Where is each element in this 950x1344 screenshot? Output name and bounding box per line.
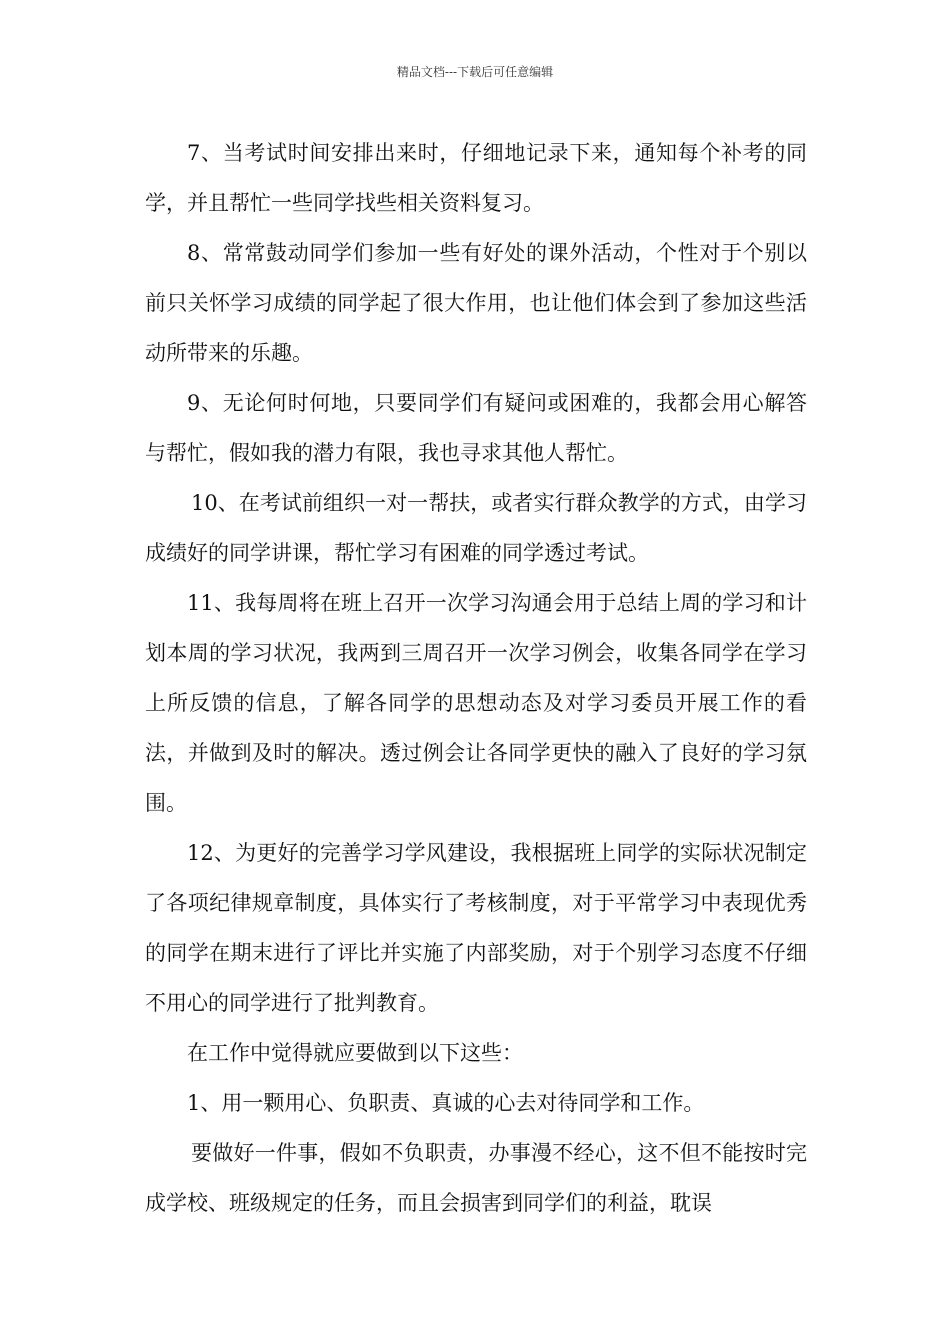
paragraph-item-11: 11、我每周将在班上召开一次学习沟通会用于总结上周的学习和计划本周的学习状况，我两到三周召开一次学习例会，收集各同学在学习上所反馈的信息，了解各同学的思想动态及对学习委员开展工作的看法，并做到及时的解决。透过例会让各同学更快的融入了良好的学习氛围。 <box>145 591 807 815</box>
paragraph-point-1: 1、用一颗用心、负职责、真诚的心去对待同学和工作。 <box>187 1091 705 1115</box>
document-body <box>145 128 807 1228</box>
paragraph-point-1-detail: 要做好一件事，假如不负职责，办事漫不经心，这不但不能按时完成学校、班级规定的任务，而且会损害到同学们的利益，耽误 <box>145 1141 807 1215</box>
paragraph-item-10: 10、在考试前组织一对一帮扶，或者实行群众教学的方式，由学习成绩好的同学讲课，帮忙学习有困难的同学透过考试。 <box>145 491 807 565</box>
paragraph-item-9: 9、无论何时何地，只要同学们有疑问或困难的，我都会用心解答与帮忙，假如我的潜力有限，我也寻求其他人帮忙。 <box>145 391 807 465</box>
page-header: 精品文档---下载后可任意编辑 <box>396 65 554 79</box>
paragraph-item-12: 12、为更好的完善学习学风建设，我根据班上同学的实际状况制定了各项纪律规章制度，具体实行了考核制度，对于平常学习中表现优秀的同学在期末进行了评比并实施了内部奖励，对于个别学习态度不仔细不用心的同学进行了批判教育。 <box>145 841 807 1015</box>
paragraph-work-intro: 在工作中觉得就应要做到以下这些： <box>187 1041 523 1065</box>
paragraph-item-8: 8、常常鼓动同学们参加一些有好处的课外活动，个性对于个别以前只关怀学习成绩的同学起了很大作用，也让他们体会到了参加这些活动所带来的乐趣。 <box>145 241 807 365</box>
paragraph-item-7: 7、当考试时间安排出来时，仔细地记录下来，通知每个补考的同学，并且帮忙一些同学找些相关资料复习。 <box>145 141 807 215</box>
